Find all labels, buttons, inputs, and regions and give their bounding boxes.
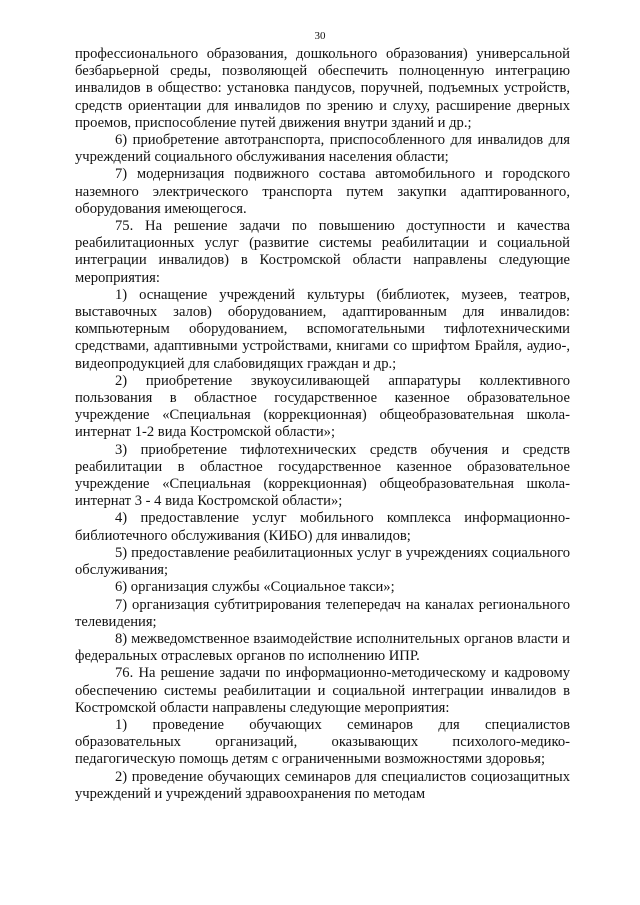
paragraph-continuation: профессионального образования, дошкольного образования) универсальной безбарьерной среды, позволяющей обеспечить полноценную интеграцию инвалидов в общество: установка пандусов, поручней, подъемных устройств, средств ориентации для инвалидов по зрению и слуху, расширение дверных проемов, приспособление путей движения внутри зданий и др.; — [75, 46, 570, 131]
paragraph-75-item-7: 7) организация субтитрирования телепередач на каналах регионального телевидения; — [75, 596, 570, 630]
page-number: 30 — [314, 30, 326, 42]
paragraph-section-76: 76. На решение задачи по информационно-методическому и кадровому обеспечению системы реабилитации и социальной интеграции инвалидов в Костромской области направлены следующие мероприятия: — [75, 665, 570, 716]
document-body — [75, 46, 570, 803]
paragraph-item-6-vehicles: 6) приобретение автотранспорта, приспособленного для инвалидов для учреждений социального обслуживания населения области; — [75, 132, 570, 166]
paragraph-75-item-5: 5) предоставление реабилитационных услуг в учреждениях социального обслуживания; — [75, 544, 570, 579]
paragraph-item-7-transport: 7) модернизация подвижного состава автомобильного и городского наземного электрического транспорта путем закупки адаптированного, оборудования имеющегося. — [75, 166, 570, 217]
paragraph-75-item-1: 1) оснащение учреждений культуры (библиотек, музеев, театров, выставочных залов) оборудованием, адаптированным для инвалидов: компьютерным оборудованием, вспомогательными тифлотехническими средствами, адаптивными устройствами, книгами со шрифтом Брайля, аудио-, видеопродукцией для слабовидящих граждан и др.; — [75, 286, 570, 372]
paragraph-75-item-8: 8) межведомственное взаимодействие исполнительных органов власти и федеральных отраслевых органов по исполнению ИПР. — [75, 630, 570, 665]
paragraph-75-item-6: 6) организация службы «Социальное такси»; — [115, 579, 395, 596]
paragraph-75-item-4: 4) предоставление услуг мобильного комплекса информационно-библиотечного обслуживания (КИБО) для инвалидов; — [75, 510, 570, 544]
paragraph-76-item-1: 1) проведение обучающих семинаров для специалистов образовательных организаций, оказывающих психолого-медико-педагогическую помощь детям с ограниченными возможностями здоровья; — [75, 716, 570, 768]
paragraph-75-item-2: 2) приобретение звукоусиливающей аппаратуры коллективного пользования в областное государственное казенное образовательное учреждение «Специальная (коррекционная) общеобразовательная школа-интернат 1-2 вида Костромской области»; — [75, 372, 570, 441]
paragraph-75-item-3: 3) приобретение тифлотехнических средств обучения и средств реабилитации в областное государственное казенное образовательное учреждение «Специальная (коррекционная) общеобразовательная школа-интернат 3 - 4 вида Костромской области»; — [75, 441, 570, 510]
paragraph-76-item-2: 2) проведение обучающих семинаров для специалистов социозащитных учреждений и учреждений здравоохранения по методам — [75, 768, 570, 802]
paragraph-section-75: 75. На решение задачи по повышению доступности и качества реабилитационных услуг (развитие системы реабилитации и социальной интеграции инвалидов) в Костромской области направлены следующие мероприятия: — [75, 218, 570, 286]
